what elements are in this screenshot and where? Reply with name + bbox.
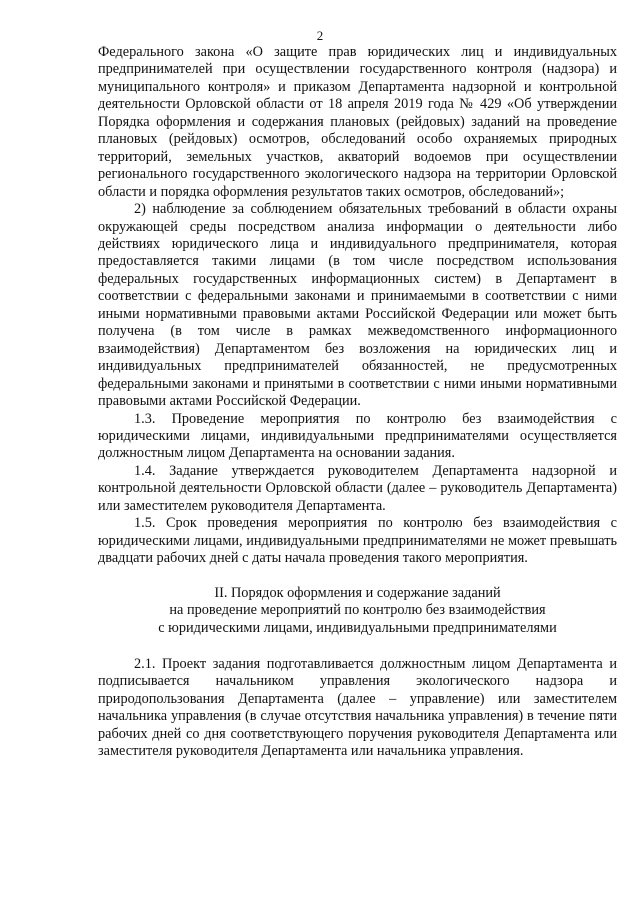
paragraph-1-5: 1.5. Срок проведения мероприятия по контролю без взаимодействия с юридическими лицами, индивидуальными предпринимателями не может превышать двадцати рабочих дней с даты начала проведения такого мероприятия. xyxy=(98,515,617,567)
page-number: 2 xyxy=(316,28,324,43)
spacer xyxy=(98,637,617,656)
paragraph-law-reference: Федерального закона «О защите прав юридических лиц и индивидуальных предпринимателей при осуществлении государственного контроля (надзора) и муниципального контроля» и приказом Департамента надзорной и контрольной деятельности Орловской области от 18 апреля 2019 года № 429 «Об утверждении Порядка оформления и содержания плановых (рейдовых) заданий на проведение плановых (рейдовых) осмотров, обследований особо охраняемых природных территорий, земельных участков, акваторий водоемов при осуществлении регионального государственного экологического надзора на территории Орловской области и порядка оформления результатов таких осмотров, обследований»; xyxy=(98,44,617,200)
paragraph-1-4: 1.4. Задание утверждается руководителем Департамента надзорной и контрольной деятельности Орловской области (далее – руководитель Департамента) или заместителем руководителя Департамента. xyxy=(98,462,617,514)
section-heading-line-1: II. Порядок оформления и содержание заданий xyxy=(214,584,501,601)
paragraph-1-3: 1.3. Проведение мероприятия по контролю без взаимодействия с юридическими лицами, индивидуальными предпринимателями осуществляется должностным лицом Департамента на основании задания. xyxy=(98,410,617,462)
paragraph-observation: 2) наблюдение за соблюдением обязательных требований в области охраны окружающей среды посредством анализа информации о деятельности либо действиях юридического лица и индивидуального предпринимателя, которая предоставляется такими лицами (в том числе посредством использования федеральных государственных информационных систем) в Департамент в соответствии с федеральными законами и принимаемыми в соответствии с ними иными нормативными правовыми актами Российской Федерации или может быть получена (в том числе в рамках межведомственного информационного взаимодействия) Департаментом без возложения на юридических лиц и индивидуальных предпринимателей обязанностей, не предусмотренных федеральными законами и принятыми в соответствии с ними иными нормативными правовыми актами Российской Федерации. xyxy=(98,201,617,410)
section-heading-line-2: на проведение мероприятий по контролю без взаимодействия xyxy=(169,602,546,619)
document-body xyxy=(98,44,617,761)
spacer xyxy=(98,568,617,585)
paragraph-2-1: 2.1. Проект задания подготавливается должностным лицом Департамента и подписывается начальником управления экологического надзора и природопользования Департамента (далее – управление) или заместителем начальника управления (в случае отсутствия начальника управления) в течение пяти рабочих дней со дня соответствующего поручения руководителя Департамента или заместителя руководителя Департамента или начальника управления. xyxy=(98,655,617,760)
section-heading-line-3: с юридическими лицами, индивидуальными предпринимателями xyxy=(158,619,557,636)
